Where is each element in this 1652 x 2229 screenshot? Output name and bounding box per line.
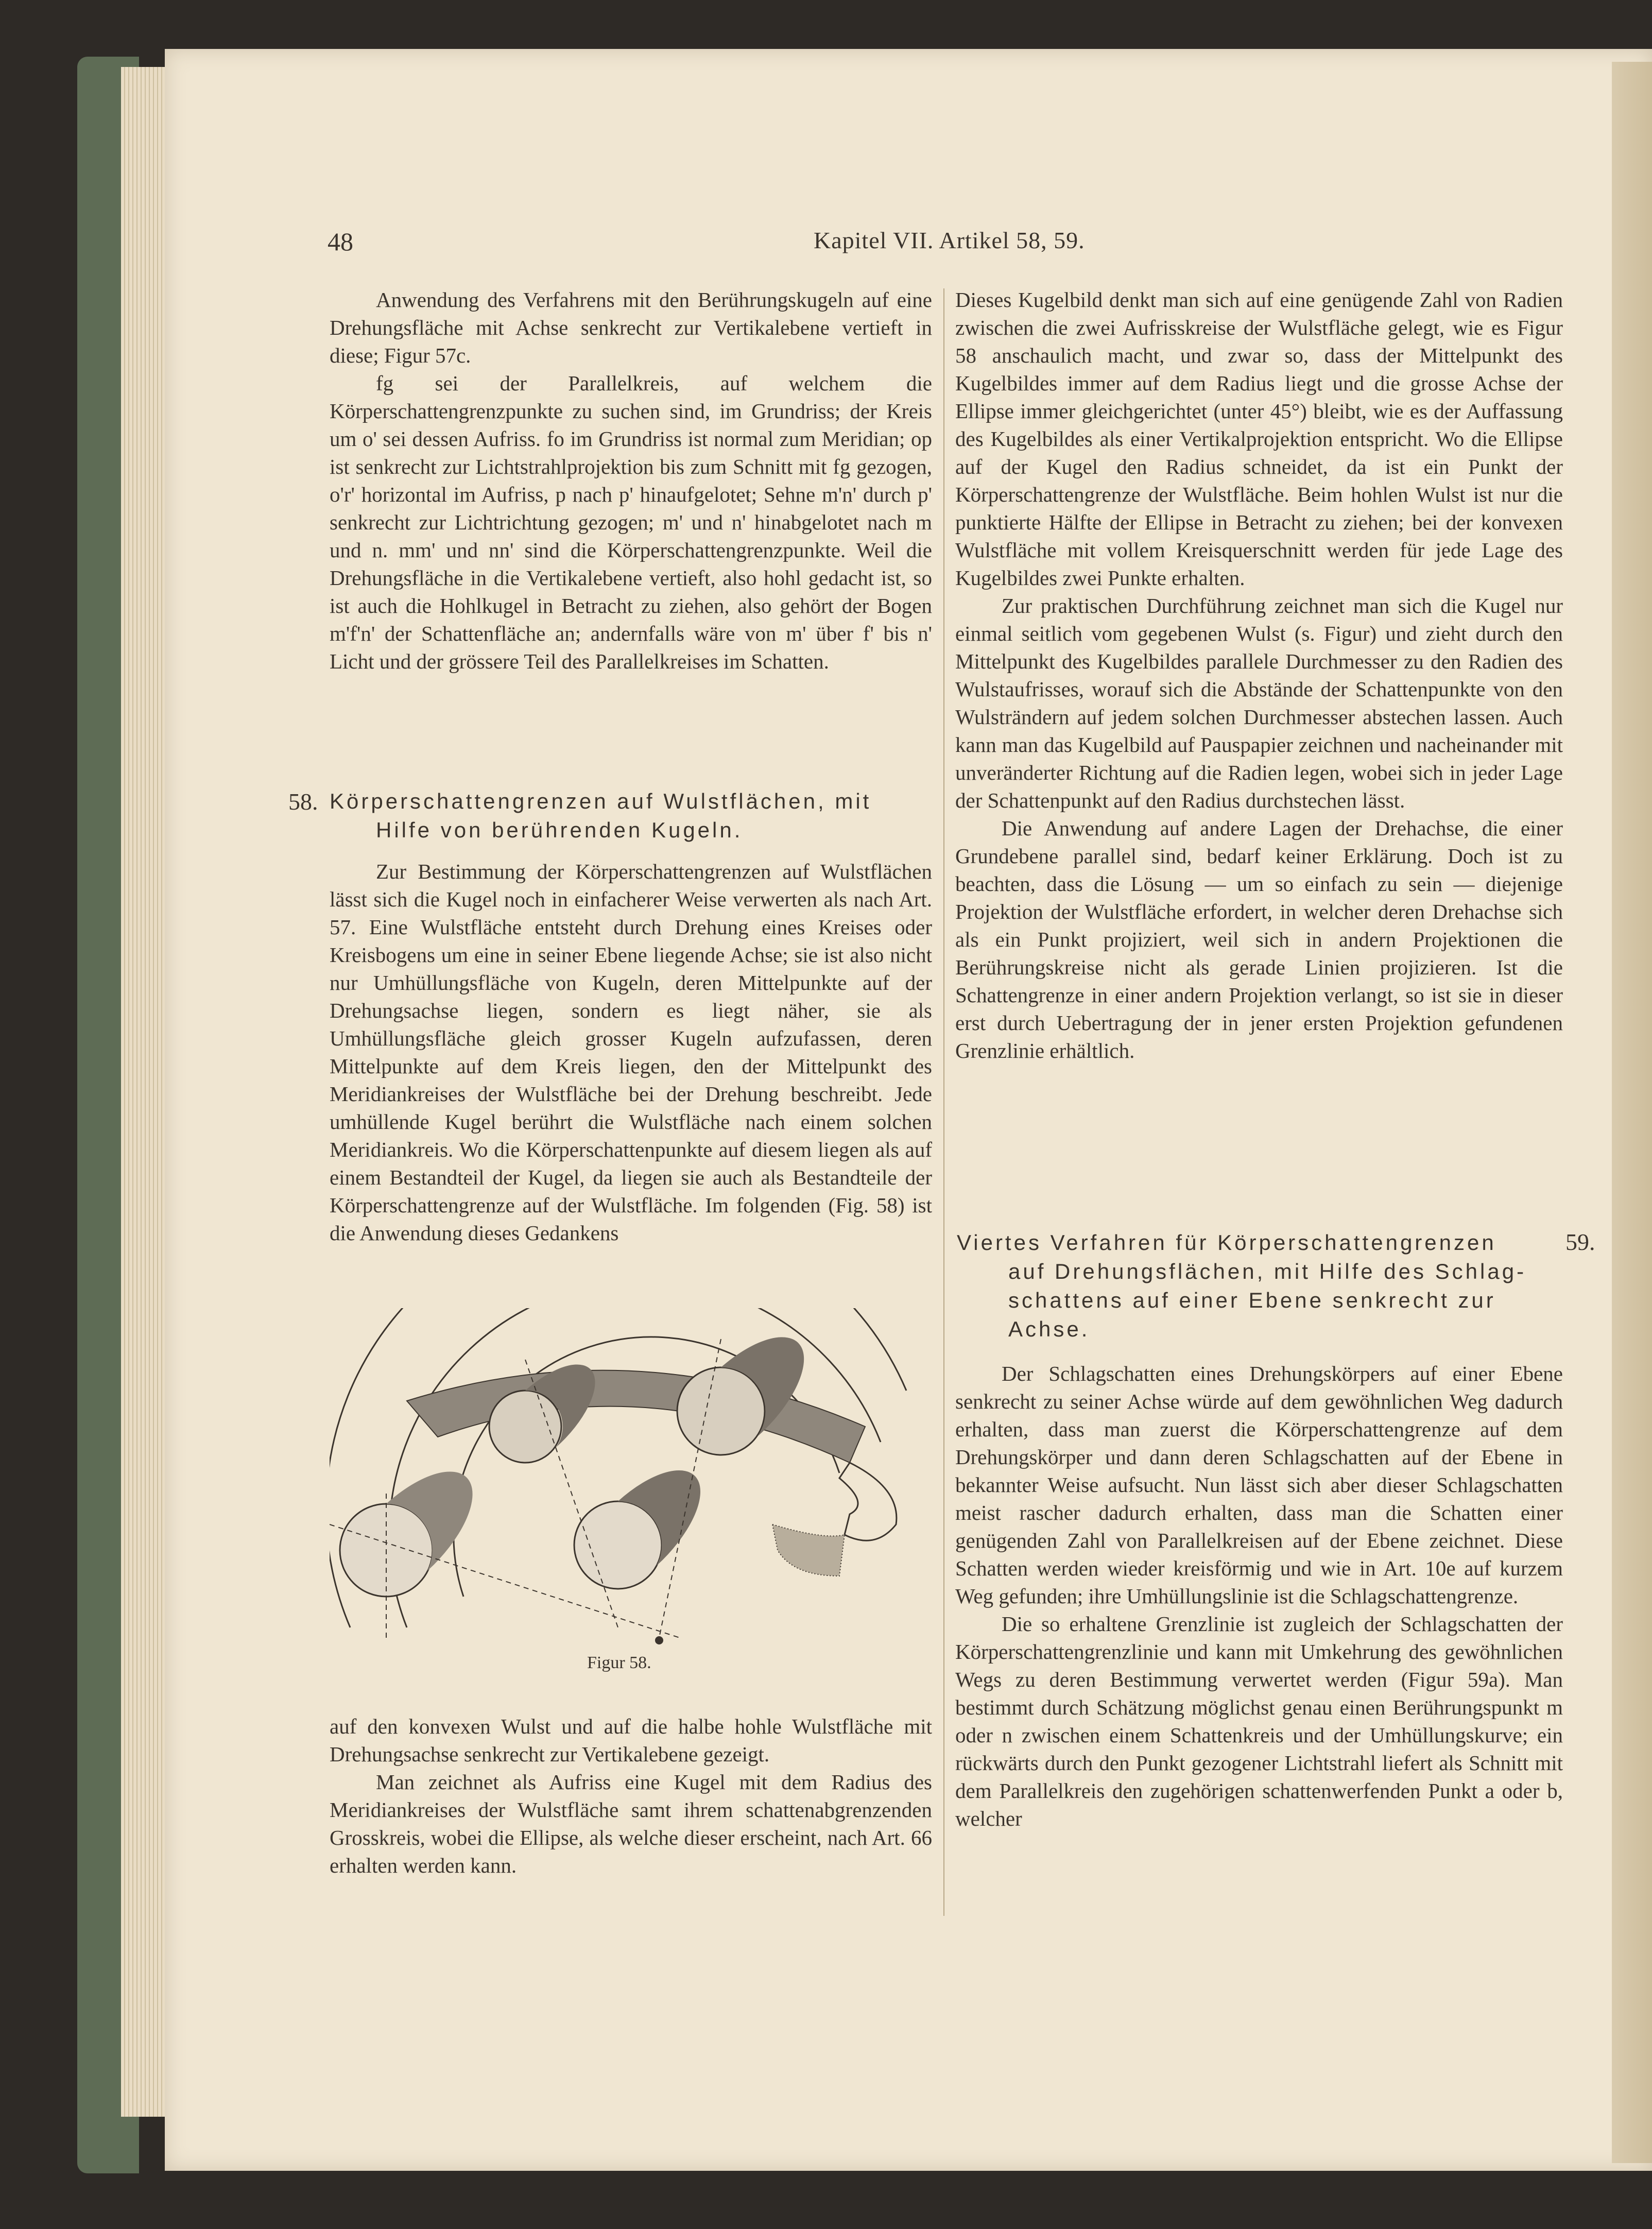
section-59-number: 59. (1565, 1229, 1595, 1255)
right-paragraph-3: Die Anwendung auf andere Lagen der Drehachse, die einer Grundebene parallel sind, bedarf keiner Erklärung. Doch ist zu beachten, dass die Lösung — um so einfach zu sein — diejenige Projektion der Wulstfläche erfordert, in welcher deren Drehachse sich als ein Punkt projiziert, weil sich in andern Projektionen die Berührungskreise nicht als gerade Linien projizieren. Ist die Schattengrenze in einer andern Projektion verlangt, so ist sie in dieser erst durch Uebertragung der in jener ersten Projektion gefundenen Grenzlinie erhältlich. (955, 816, 1563, 1062)
right-paragraph-1: Dieses Kugelbild denkt man sich auf eine genügende Zahl von Radien zwischen die zwei Aufrisskreise der Wulstfläche gelegt, wie es Figur 58 anschaulich macht, und zwar so, dass der Mittelpunkt des Kugelbildes immer auf dem Radius liegt und die grosse Achse der Ellipse immer gleichgerichtet (unter 45°) bleibt, wie es der Auffassung des Kugelbildes als einer Vertikalprojektion entspricht. Wo die Ellipse auf der Kugel den Radius schneidet, da ist ein Punkt der Körperschattengrenze der Wulstfläche. Beim hohlen Wulst ist nur die punktierte Hälfte der Ellipse in Betracht zu ziehen; bei der konvexen Wulstfläche mit vollem Kreisquerschnitt werden für jede Lage des Kugelbildes zwei Punkte erhalten. (955, 288, 1563, 590)
section-58-number: 58. (288, 788, 318, 815)
section-58-body (330, 858, 932, 1247)
right-paragraph-5: Die so erhaltene Grenzlinie ist zugleich der Schlagschatten der Körperschattengrenzlinie und kann mit Umkehrung des gewöhnlichen Wegs zu deren Bestimmung verwertet werden (Figur 59a). Man bestimmt durch Schätzung möglichst genau einen Berührungspunkt m oder n zwischen einem Schattenkreis und der Umhüllungskurve; ein rückwärts durch den Punkt gezogener Lichtstrahl liefert als Schnitt mit dem Parallelkreis den zugehörigen schattenwerfenden Punkt a oder b, welcher (955, 1612, 1563, 1830)
section-59-title-line2: auf Drehungsflächen, mit Hilfe des Schlag- (1008, 1259, 1527, 1283)
section-59-title-line1: Viertes Verfahren für Körperschattengrenzen (957, 1230, 1496, 1255)
section-58-title-line2: Hilfe von berührenden Kugeln. (376, 818, 743, 842)
left-column-top (330, 286, 932, 675)
section-58-paragraph: Zur Bestimmung der Körperschattengrenzen auf Wulstflächen lässt sich die Kugel noch in einfacherer Weise verwerten als nach Art. 57. Eine Wulstfläche entsteht durch Drehung eines Kreises oder Kreisbogens um eine in seiner Ebene liegende Achse; sie ist also nicht nur Umhüllungsfläche von Kugeln, deren Mittelpunkte auf der Drehungsachse liegen, sondern es liegt näher, sie als Umhüllungsfläche gleich grosser Kugeln aufzufassen, deren Mittelpunkte auf dem Kreis liegen, den der Mittelpunkt des Meridiankreises der Wulstfläche bei der Drehung beschreibt. Jede umhüllende Kugel berührt die Wulstfläche nach einem solchen Meridiankreis. Wo die Körperschattenpunkte auf diesem liegen als auf einem Bestandteil der Kugel, da liegen sie auch als Bestandteile der Körperschattengrenze auf der Wulstfläche. Im folgenden (Fig. 58) ist die Anwendung dieses Gedankens (330, 860, 932, 1245)
paragraph-fg: fg sei der Parallelkreis, auf welchem die Körperschattengrenzpunkte zu suchen sind, im Grundriss; der Kreis um o' sei dessen Aufriss. fo im Grundriss ist normal zum Meridian; op ist senkrecht zur Lichtstrahlprojektion bis zum Schnitt mit fg gezogen, o'r' horizontal im Aufriss, p nach p' hinaufgelotet; Sehne m'n' durch p' senkrecht zur Lichtrichtung gezogen; m' und n' hinabgelotet nach m und n. mm' und nn' sind die Körperschattengrenzpunkte. Weil die Drehungsfläche in die Vertikalebene vertieft, also hohl gedacht ist, so ist auch die Hohlkugel in Betracht zu ziehen, also gehört der Bogen m'f'n' der Schattenfläche an; andernfalls wäre von m' über f' bis n' Licht und der grössere Teil des Parallelkreises im Schatten. (330, 371, 932, 673)
after-figure-paragraph: auf den konvexen Wulst und auf die halbe hohle Wulstfläche mit Drehungsachse senkrecht zur Vertikalebene gezeigt. (330, 1714, 932, 1766)
running-title: Kapitel VII. Artikel 58, 59. (814, 227, 1085, 253)
figure-caption: Figur 58. (587, 1653, 651, 1672)
figure-58-diagram (330, 1308, 927, 1648)
section-59-title-line4: Achse. (1008, 1317, 1090, 1341)
page-number: 48 (328, 227, 353, 256)
right-column-top (955, 286, 1563, 1065)
right-column-bottom (955, 1360, 1563, 1832)
right-paragraph-4: Der Schlagschatten eines Drehungskörpers auf einer Ebene senkrecht zu seiner Achse würde auf dem gewöhnlichen Weg dadurch erhalten, dass man zuerst die Körperschattengrenze auf dem Drehungskörper und dann deren Schlagschatten auf der Ebene in bekannter Weise aufsucht. Nun lässt sich aber dieser Schlagschatten meist rascher dadurch erhalten, dass man die Schatten einer genügenden Zahl von Parallelkreisen auf der Ebene zeichnet. Diese Schatten werden wieder kreisförmig und wie in Art. 10e auf kurzem Weg gefunden; ihre Umhüllungslinie ist die Schlagschattengrenze. (955, 1362, 1563, 1608)
section-59-title-line3: schattens auf einer Ebene senkrecht zur (1008, 1288, 1496, 1312)
left-column-bottom (330, 1712, 932, 1879)
facing-page-edge (1612, 62, 1652, 2163)
intro-paragraph: Anwendung des Verfahrens mit den Berührungskugeln auf eine Drehungsfläche mit Achse senkrecht zur Vertikalebene vertieft in diese; Figur 57c. (330, 288, 932, 367)
column-divider (943, 288, 944, 1916)
right-paragraph-2: Zur praktischen Durchführung zeichnet man sich die Kugel nur einmal seitlich vom gegebenen Wulst (s. Figur) und zieht durch den Mittelpunkt des Kugelbildes parallele Durchmesser zu den Radien des Wulstaufrisses, worauf sich die Abstände der Schattenpunkte von den Wulsträndern auf jedem solchen Durchmesser abstechen lassen. Auch kann man das Kugelbild auf Pauspapier zeichnen und nacheinander mit unveränderter Richtung auf die Radien legen, wobei sich in jeder Lage der Schattenpunkt auf den Radius durchstechen lässt. (955, 594, 1563, 812)
last-left-paragraph: Man zeichnet als Aufriss eine Kugel mit dem Radius des Meridiankreises der Wulstfläche samt ihrem schattenabgrenzenden Grosskreis, wobei die Ellipse, als welche dieser erscheint, nach Art. 66 erhalten werden kann. (330, 1770, 932, 1877)
section-58-title-line1: Körperschattengrenzen auf Wulstflächen, mit (330, 789, 872, 813)
